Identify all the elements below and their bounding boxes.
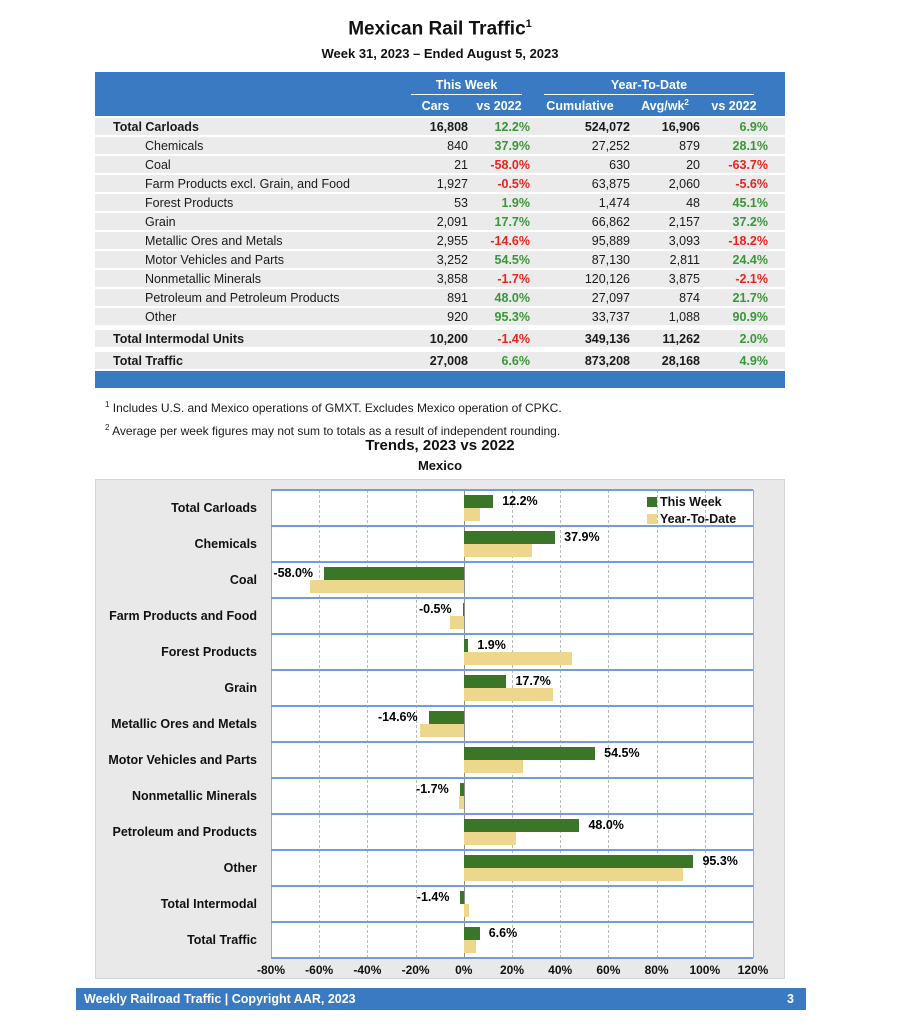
bar-year-to-date [420, 724, 464, 737]
cars-value: 3,858 [436, 271, 468, 286]
week-vs2022-value: 37.9% [494, 138, 530, 153]
cars-value: 2,091 [436, 214, 468, 229]
row-label: Metallic Ores and Metals [145, 233, 283, 248]
ytd-vs2022-value: -18.2% [728, 233, 768, 248]
ytd-vs2022-value: 2.0% [739, 331, 768, 346]
bar-value-label: 6.6% [488, 926, 518, 940]
bar-this-week [464, 927, 480, 940]
footnotes [105, 395, 562, 441]
row-label: Nonmetallic Minerals [145, 271, 262, 286]
ytd-vs2022-value: 4.9% [739, 353, 768, 368]
bar-value-label: 37.9% [564, 530, 600, 544]
bar-value-label: 54.5% [604, 746, 640, 760]
avg-week-value: 3,093 [668, 233, 700, 248]
avg-week-value: 11,262 [662, 331, 700, 346]
row-separator [271, 597, 753, 599]
bar-this-week [463, 603, 464, 616]
cumulative-value: 1,474 [598, 195, 630, 210]
table-row [95, 232, 785, 249]
week-vs2022-value: 17.7% [494, 214, 530, 229]
bar-value-label: 12.2% [502, 494, 538, 508]
legend-swatch [647, 514, 657, 524]
bar-this-week [464, 819, 580, 832]
table-column-header-row [95, 95, 785, 116]
avg-week-value: 28,168 [661, 353, 700, 368]
table-row [95, 270, 785, 287]
table-header [95, 72, 785, 116]
table-row [95, 289, 785, 306]
row-separator [271, 669, 753, 671]
ytd-vs2022-value: 90.9% [732, 309, 768, 324]
page-title-text: Mexican Rail Traffic [348, 18, 526, 40]
table-row [95, 251, 785, 268]
week-vs2022-value: -14.6% [490, 233, 530, 248]
row-label: Grain [145, 214, 176, 229]
week-vs2022-value: -1.7% [497, 271, 530, 286]
cumulative-value: 120,126 [584, 271, 630, 286]
column-header-vs2022-ytd: vs 2022 [711, 98, 757, 113]
cars-value: 2,955 [436, 233, 468, 248]
footnote-1-text: Includes U.S. and Mexico operations of GMXT. Excludes Mexico operation of CPKC. [112, 401, 562, 415]
table-row [95, 213, 785, 230]
bar-year-to-date [464, 652, 573, 665]
ytd-vs2022-value: -2.1% [735, 271, 768, 286]
bar-this-week [460, 891, 463, 904]
footnote-2-text: Average per week figures may not sum to totals as a result of independent rounding. [112, 424, 561, 438]
week-vs2022-value: 54.5% [494, 252, 530, 267]
table-row [95, 118, 785, 135]
bar-year-to-date [464, 904, 469, 917]
row-label: Total Intermodal Units [113, 331, 245, 346]
bar-year-to-date [450, 616, 463, 629]
footnote-2-marker: 2 [105, 423, 110, 432]
bar-year-to-date [464, 544, 532, 557]
bar-this-week [324, 567, 464, 580]
footer-page-number: 3 [787, 992, 794, 1006]
avg-wk-text: Avg/wk [641, 99, 685, 114]
row-separator [271, 489, 753, 491]
column-header-vs2022-week: vs 2022 [476, 98, 522, 113]
week-vs2022-value: 48.0% [494, 290, 530, 305]
group-header-ytd-label: Year-To-Date [544, 78, 753, 95]
bar-this-week [464, 675, 507, 688]
row-separator [271, 633, 753, 635]
avg-week-value: 2,811 [669, 252, 700, 267]
bar-value-label: 17.7% [515, 674, 551, 688]
x-tick-label: 120% [737, 963, 769, 977]
bar-year-to-date [459, 796, 464, 809]
ytd-vs2022-value: 6.9% [739, 119, 768, 134]
bar-value-label: -14.6% [378, 710, 418, 724]
ytd-vs2022-value: -5.6% [735, 176, 768, 191]
category-label: Metallic Ores and Metals [111, 717, 257, 731]
avg-week-value: 3,875 [668, 271, 700, 286]
avg-week-value: 1,088 [668, 309, 700, 324]
footer-text: Weekly Railroad Traffic | Copyright AAR, 2023 [84, 992, 356, 1006]
x-tick-label: 60% [596, 963, 621, 977]
week-vs2022-value: 12.2% [494, 119, 530, 134]
x-tick-label: -80% [256, 963, 286, 977]
cumulative-value: 524,072 [584, 119, 630, 134]
bar-this-week [464, 495, 493, 508]
column-header-cumulative: Cumulative [546, 98, 614, 113]
legend-item [647, 510, 736, 527]
category-label: Petroleum and Products [112, 825, 257, 839]
ytd-vs2022-value: -63.7% [728, 157, 768, 172]
traffic-table [95, 72, 785, 388]
table-row [95, 194, 785, 211]
row-label: Other [145, 309, 177, 324]
category-label: Total Traffic [187, 933, 257, 947]
legend-label: This Week [660, 494, 722, 509]
cumulative-value: 27,252 [591, 138, 630, 153]
group-header-ytd [530, 76, 768, 95]
bar-value-label: 1.9% [477, 638, 506, 652]
bar-this-week [460, 783, 464, 796]
cars-value: 840 [447, 138, 468, 153]
week-vs2022-value: -1.4% [497, 331, 530, 346]
x-tick-label: -40% [353, 963, 382, 977]
cumulative-value: 349,136 [584, 331, 630, 346]
bar-this-week [464, 531, 555, 544]
column-header-cars: Cars [421, 98, 450, 113]
cumulative-value: 630 [609, 157, 630, 172]
cars-value: 27,008 [429, 353, 468, 368]
table-row [95, 175, 785, 192]
bar-this-week [464, 747, 595, 760]
bar-value-label: -0.5% [418, 602, 452, 616]
avg-week-value: 874 [679, 290, 700, 305]
cumulative-value: 27,097 [591, 290, 630, 305]
avg-week-value: 20 [686, 157, 700, 172]
week-vs2022-value: 6.6% [501, 353, 530, 368]
row-separator [271, 705, 753, 707]
chart-subtitle: Mexico [417, 458, 463, 473]
row-separator [271, 777, 753, 779]
bar-year-to-date [464, 940, 476, 953]
cumulative-value: 66,862 [591, 214, 630, 229]
cumulative-value: 33,737 [591, 309, 630, 324]
row-label: Petroleum and Petroleum Products [145, 290, 340, 305]
avg-week-value: 879 [679, 138, 700, 153]
row-separator [271, 813, 753, 815]
row-separator [271, 849, 753, 851]
category-label: Total Intermodal [160, 897, 257, 911]
cumulative-value: 63,875 [591, 176, 630, 191]
category-label: Grain [224, 681, 257, 695]
week-vs2022-value: -58.0% [490, 157, 530, 172]
ytd-vs2022-value: 45.1% [732, 195, 768, 210]
x-tick-label: 0% [455, 963, 473, 977]
chart-title: Trends, 2023 vs 2022 [365, 437, 515, 454]
x-tick-label: 80% [644, 963, 669, 977]
group-header-this-week-label: This Week [411, 78, 523, 95]
bar-this-week [464, 639, 469, 652]
cars-value: 891 [447, 290, 468, 305]
table-group-header-row [95, 72, 785, 95]
x-tick-label: -60% [305, 963, 334, 977]
x-tick-label: 100% [689, 963, 721, 977]
cars-value: 21 [454, 157, 468, 172]
bar-year-to-date [464, 832, 516, 845]
week-vs2022-value: -0.5% [497, 176, 530, 191]
bar-value-label: 95.3% [702, 854, 738, 868]
category-label: Chemicals [194, 537, 257, 551]
avg-week-value: 48 [686, 195, 700, 210]
bar-this-week [429, 711, 464, 724]
x-tick-label: 20% [499, 963, 525, 977]
row-label: Motor Vehicles and Parts [145, 252, 284, 267]
bar-value-label: -1.7% [416, 782, 449, 796]
bar-year-to-date [464, 868, 683, 881]
bar-value-label: -58.0% [273, 566, 314, 580]
week-vs2022-value: 95.3% [494, 309, 530, 324]
category-label: Nonmetallic Minerals [131, 789, 257, 803]
page-subtitle: Week 31, 2023 – Ended August 5, 2023 [321, 46, 559, 62]
bar-year-to-date [464, 688, 554, 701]
row-label: Forest Products [145, 195, 234, 210]
table-row [95, 308, 785, 325]
cars-value: 53 [454, 195, 468, 210]
category-label: Total Carloads [171, 501, 257, 515]
cars-value: 1,927 [436, 176, 468, 191]
table-row [95, 156, 785, 173]
row-separator [271, 885, 753, 887]
x-tick-label: 40% [548, 963, 573, 977]
cumulative-value: 873,208 [584, 353, 630, 368]
footnote-1-marker: 1 [105, 400, 110, 409]
bar-this-week [464, 855, 694, 868]
bar-value-label: -1.4% [416, 890, 450, 904]
ytd-vs2022-value: 28.1% [732, 138, 768, 153]
chart-legend [647, 493, 736, 527]
bar-value-label: 48.0% [588, 818, 624, 832]
group-header-this-week [403, 76, 530, 95]
row-separator [271, 561, 753, 563]
title-footnote-marker: 1 [525, 18, 532, 30]
title-block [95, 18, 785, 61]
week-vs2022-value: 1.9% [501, 195, 530, 210]
row-label: Total Traffic [113, 353, 183, 368]
row-label: Chemicals [145, 138, 204, 153]
category-label: Motor Vehicles and Parts [108, 753, 257, 767]
footer [76, 988, 806, 1010]
cumulative-value: 95,889 [591, 233, 630, 248]
row-label: Farm Products excl. Grain, and Food [145, 176, 350, 191]
page-title [95, 18, 785, 40]
ytd-vs2022-value: 24.4% [732, 252, 768, 267]
bar-year-to-date [310, 580, 464, 593]
table-body [95, 118, 785, 369]
cars-value: 10,200 [429, 331, 468, 346]
row-separator [271, 921, 753, 923]
row-label: Coal [145, 157, 171, 172]
legend-swatch [647, 497, 657, 507]
bar-year-to-date [464, 508, 481, 521]
chart-titles [95, 437, 785, 473]
cumulative-value: 87,130 [591, 252, 630, 267]
row-separator [271, 741, 753, 743]
table-bottom-bar [95, 371, 785, 388]
cars-value: 16,808 [429, 119, 468, 134]
category-label: Coal [229, 573, 257, 587]
column-header-avg-wk [630, 98, 700, 113]
category-label: Other [223, 861, 257, 875]
legend-item [647, 493, 736, 510]
avg-week-value: 2,157 [668, 214, 700, 229]
trends-bar-chart [95, 479, 785, 979]
legend-label: Year-To-Date [660, 511, 737, 526]
avg-week-value: 16,906 [661, 119, 700, 134]
row-separator [271, 957, 753, 959]
category-label: Forest Products [161, 645, 257, 659]
cars-value: 3,252 [436, 252, 468, 267]
table-row [95, 137, 785, 154]
category-label: Farm Products and Food [109, 609, 257, 623]
gridline [753, 490, 754, 958]
x-tick-label: -20% [401, 963, 430, 977]
table-row [95, 330, 785, 347]
ytd-vs2022-value: 21.7% [732, 290, 768, 305]
avg-week-value: 2,060 [668, 176, 700, 191]
bar-year-to-date [464, 760, 523, 773]
ytd-vs2022-value: 37.2% [732, 214, 768, 229]
table-row [95, 352, 785, 369]
footnote-1 [105, 395, 562, 418]
cars-value: 920 [447, 309, 468, 324]
avg-wk-footnote-marker: 2 [684, 97, 689, 107]
row-label: Total Carloads [113, 119, 199, 134]
